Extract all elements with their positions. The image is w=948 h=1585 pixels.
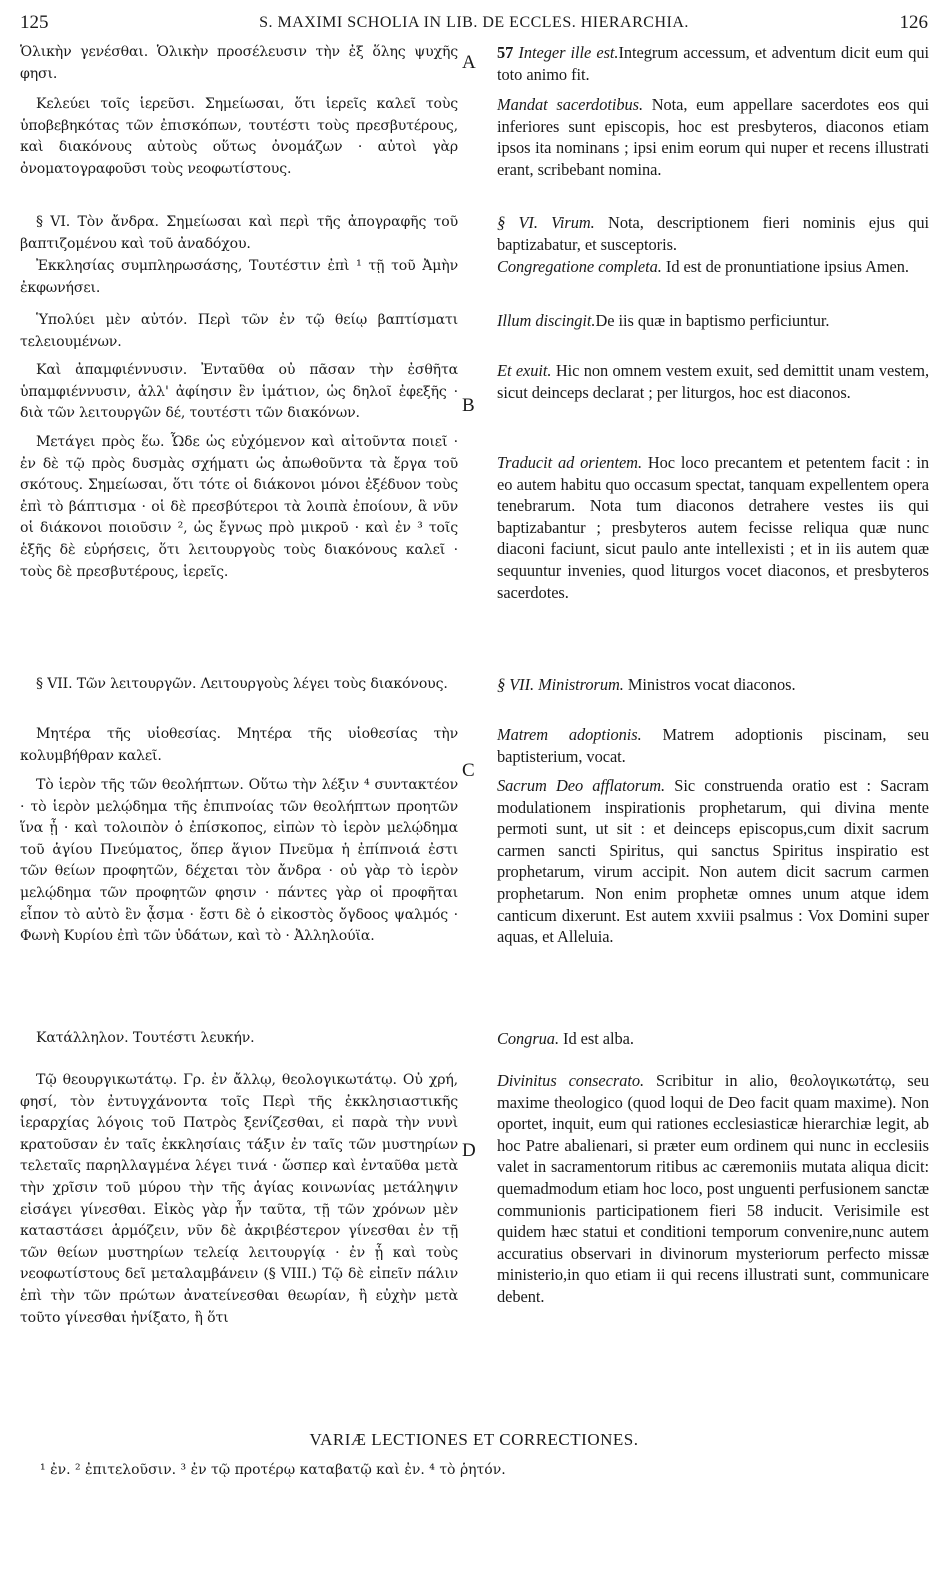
greek-paragraph: Ὁλικὴν γενέσθαι. Ὁλικὴν προσέλευσιν τὴν ἐξ ὅλης ψυχῆς φησι. (20, 44, 458, 82)
margin-letter-d: D (462, 1140, 476, 1161)
latin-paragraph (497, 94, 929, 180)
greek-paragraph: Τὸ ἱερὸν τῆς τῶν θεολήπτων. Οὕτω τὴν λέξιν ⁴ συντακτέον · τὸ ἱερὸν μελῴδημα τῆς ἐπιπνοίας τῶν θεολήπτων προητῶν ἵνα ᾖ · καὶ τολοιπὸν ὁ ἐπίσκοπος, εἰπὼν τὸ ἱερὸν μελῴδημα τοῦ ἁγίου Πνεύματος, ὅπερ ἅγιον Πνεῦμα ἡ ἐπίπνοιά ἐστι τῶν θείων προφητῶν, δέχεται τὸν ἄνδρα · οὐ γὰρ τὸ ἱερὸν μελῴδημα τῶν προφητῶν φησιν · πάντες γὰρ οἱ προφῆται εἶπον τὸ αὐτὸ ἓν ᾆσμα · ἔστι δὲ ὁ εἰκοστὸς ὄγδοος ψαλμός · Φωνὴ Κυρίου ἐπὶ τῶν ὑδάτων, καὶ τὸ · Ἀλληλούϊα. (20, 777, 458, 945)
greek-paragraph: Μητέρα τῆς υἱοθεσίας. Μητέρα τῆς υἱοθεσίας τὴν κολυμβήθραν καλεῖ. (20, 726, 458, 764)
gloss-text: Hic non omnem vestem exuit, sed demittit unam vestem, sicut deinceps declarat ; per liturgos, hoc est diaconos. (497, 361, 929, 402)
greek-paragraph: Καὶ ἀπαμφιέννυσιν. Ἐνταῦθα οὐ πᾶσαν τὴν ἐσθῆτα ὑπαμφιέννυσιν, ἀλλ' ἀφίησιν ἓν ἱμάτιον, ὡς δηλοῖ ἐφεξῆς · διὰ τῶν λειτουργῶν δέ, τουτέστι τῶν διακόνων. (20, 362, 458, 422)
latin-paragraph (497, 724, 929, 767)
gloss-text: Integrum accessum, et adventum dicit eum qui toto animo fit. (497, 43, 930, 84)
page-number-right: 126 (899, 12, 928, 33)
lemma: Et exuit. (497, 361, 552, 380)
lemma: Matrem adoptionis. (497, 725, 642, 744)
gloss-text: Ministros vocat diaconos. (623, 675, 796, 694)
latin-paragraph (497, 310, 929, 332)
latin-paragraph (497, 360, 929, 403)
latin-paragraph (497, 1070, 929, 1308)
running-header (20, 12, 928, 36)
margin-letter-b: B (462, 395, 475, 416)
variae-lectiones-title: VARIÆ LECTIONES ET CORRECTIONES. (309, 1430, 639, 1449)
greek-paragraph: Κατάλληλον. Τουτέστι λευκήν. (36, 1030, 255, 1046)
gloss-text: Nota, descriptionem fieri nominis ejus qui baptizabatur, et susceptoris. (497, 213, 929, 254)
gloss-text: Sic construenda oratio est : Sacram modulationem inspirationis prophetarum, qui divina mente permoti sunt, ut sit : et deinceps episcopus,cum dixit sacrum carmen sancti Spiritus, qui sanctus Spiritus inspiratio est prophetarum, virum accipit. Non autem dicit sacrum carmen prophetarum. Non enim prophetæ omnes unum atque idem canticum dixerunt. Est autem xxviii psalmus : Vox Domini super aquas, et Alleluia. (497, 776, 929, 947)
margin-letter-a: A (462, 52, 476, 73)
latin-paragraph (497, 775, 929, 948)
gloss-text: Id est alba. (559, 1029, 634, 1048)
gloss-text: Hoc loco precantem et petentem facit : in eo autem habitu quo occasum spectat, tanquam expellentem opera tenebrarum. Nota tum diaconos detrahere vestes iis qui baptizabantur ; presbyteros autem fecisse reliqua quæ nunc diaconi faciunt, sicut paulo ante intellexisti ; et in iis autem quæ sequuntur invenies, quod liturgos vocet diaconos, et presbyteros sacerdotes. (497, 453, 929, 602)
lemma: Mandat sacerdotibus. (497, 95, 644, 114)
greek-paragraph: § VI. Τὸν ἄνδρα. Σημείωσαι καὶ περὶ τῆς ἀπογραφῆς τοῦ βαπτιζομένου καὶ τοῦ ἀναδόχου. (20, 214, 458, 252)
running-head-title: S. MAXIMI SCHOLIA IN LIB. DE ECCLES. HIERARCHIA. (259, 14, 689, 31)
lemma: Illum discingit. (497, 311, 596, 330)
greek-paragraph: § VII. Τῶν λειτουργῶν. Λειτουργοὺς λέγει τοὺς διακόνους. (36, 676, 448, 692)
latin-paragraph (497, 674, 929, 696)
latin-paragraph (497, 256, 929, 278)
lemma: Traducit ad orientem. (497, 453, 643, 472)
greek-paragraph: Ἐκκλησίας συμπληρωσάσης, Τουτέστιν ἐπὶ ¹ τῇ τοῦ Ἀμὴν ἐκφωνήσει. (20, 258, 458, 296)
lemma: Sacrum Deo afflatorum. (497, 776, 666, 795)
margin-letter-c: C (462, 760, 475, 781)
latin-paragraph (497, 42, 929, 85)
lemma: Congregatione completa. (497, 257, 662, 276)
column-number: 57 (497, 43, 514, 62)
lemma: Congrua. (497, 1029, 559, 1048)
latin-paragraph (497, 212, 929, 255)
greek-paragraph: Ὑπολύει μὲν αὐτόν. Περὶ τῶν ἐν τῷ θείῳ βαπτίσματι τελειουμένων. (20, 312, 458, 350)
greek-paragraph: Μετάγει πρὸς ἕω. Ὧδε ὡς εὐχόμενον καὶ αἰτοῦντα ποιεῖ · ἐν δὲ τῷ πρὸς δυσμὰς σχήματι ὡς ἀπωθοῦντα τὰ ἔργα τοῦ σκότους. Σημείωσαι, ὅτι τότε οἱ διάκονοι μόνοι ἐξέδυον τοὺς ἐπὶ τὸ βάπτισμα · οἱ δὲ πρεσβύτεροι τὰ λοιπὰ ἐποίουν, ἃ νῦν οἱ διάκονοι ποιοῦσιν ², ὡς ἔγνως πρὸ μικροῦ · καὶ ἐν ³ τοῖς ἑξῆς δὲ εὑρήσεις, ὅτι λειτουργοὺς τοὺς διακόνους καλεῖ · τοὺς δὲ πρεσβυτέρους, ἱερεῖς. (20, 434, 458, 580)
lemma: Divinitus consecrato. (497, 1071, 645, 1090)
gloss-text: Scribitur in alio, θεολογικωτάτῳ, seu maxime theologico (quod loqui de Deo facit quam maxime). Non oportet, inquit, eum qui rationes ecclesiasticæ hierarchiæ legit, ab hoc Patre abalienari, si præter eum ordinem qui nunc in ecclesiis valet in sacramentorum ritibus ac cæremoniis mutata aliqua dicit: quemadmodum etiam hoc loco, post unguenti perfusionem sanctæ communionis participationem fieri 58 inducit. Verisimile est quidem hæc statui et conditioni temporum convenire,nunc autem accuratius observari in divinorum mysteriorum perfecto missæ ministerio,in quo etiam ii qui recens illustrati sunt, communicare debent. (497, 1071, 929, 1306)
variae-lectiones-notes: ¹ ἐν. ² ἐπιτελοῦσιν. ³ ἐν τῷ προτέρῳ καταβατῷ καὶ ἐν. ⁴ τὸ ῥητόν. (40, 1462, 506, 1478)
latin-paragraph (497, 452, 929, 603)
lemma: Integer ille est. (518, 43, 619, 62)
greek-paragraph: Κελεύει τοῖς ἱερεῦσι. Σημείωσαι, ὅτι ἱερεῖς καλεῖ τοὺς ὑποβεβηκότας τῶν ἐπισκόπων, τουτέστι τοὺς πρεσβυτέρους, καὶ διακόνους αὐτοὺς οὕτως ὀνομάζων · αὐτοὶ γὰρ ὀνοματογραφοῦσι τοὺς νεοφωτίστους. (20, 96, 458, 177)
page-number-left: 125 (20, 12, 49, 33)
greek-paragraph: Τῷ θεουργικωτάτῳ. Γρ. ἐν ἄλλῳ, θεολογικωτάτῳ. Οὐ χρή, φησί, τὸν ἐντυγχάνοντα τοῖς Περὶ τῆς ἐκκλησιαστικῆς ἱεραρχίας λόγοις τοῦ Πατρὸς ξενίζεσθαι, εἰ παρὰ τὴν νυνὶ κρατοῦσαν ἐν ταῖς ἐκκλησίαις τάξιν ἐν ταῖς τῶν μυστηρίων τελεταῖς παρηλλαγμένα λέγει τινά · ὥσπερ καὶ ἐνταῦθα μετὰ τὴν χρῖσιν τοῦ μύρου τὴν τῆς ἁγίας κοινωνίας μετάληψιν εἰσάγει γίνεσθαι. Εἰκὸς γὰρ ἦν ταῦτα, τῇ τῶν χρόνων μὲν καταστάσει ἁρμόζειν, νῦν δὲ ἀκριβέστερον γίνεσθαι ἐν τῇ τῶν θείων μυστηρίων τελείᾳ λειτουργίᾳ · ἐν ᾗ καὶ τοὺς νεοφωτίστους δεῖ μεταλαμβάνειν (§ VIII.) Τῷ δὲ εἰπεῖν πάλιν ἐπὶ τὴν τῶν πρώτων ἀνατείνεσθαι θεωρίαν, ἢ εὐχὴν μετὰ τοῦτο γίνεσθαι ἠνίξατο, ἢ ὅτι (20, 1072, 458, 1326)
gloss-text: Id est de pronuntiatione ipsius Amen. (661, 257, 909, 276)
lemma: § VI. Virum. (497, 213, 595, 232)
gloss-text: Matrem adoptionis piscinam, seu baptisterium, vocat. (497, 725, 930, 766)
latin-paragraph (497, 1028, 929, 1050)
gloss-text: De iis quæ in baptismo perficiuntur. (595, 311, 830, 330)
gloss-text: Nota, eum appellare sacerdotes eos qui inferiores sunt episcopis, hoc est presbyteros, diaconos etiam ipsos ita nominans ; ipsi enim eorum qui nuper et recens illustrati erant, scribebant nomina. (497, 95, 929, 179)
lemma: § VII. Ministrorum. (497, 675, 624, 694)
